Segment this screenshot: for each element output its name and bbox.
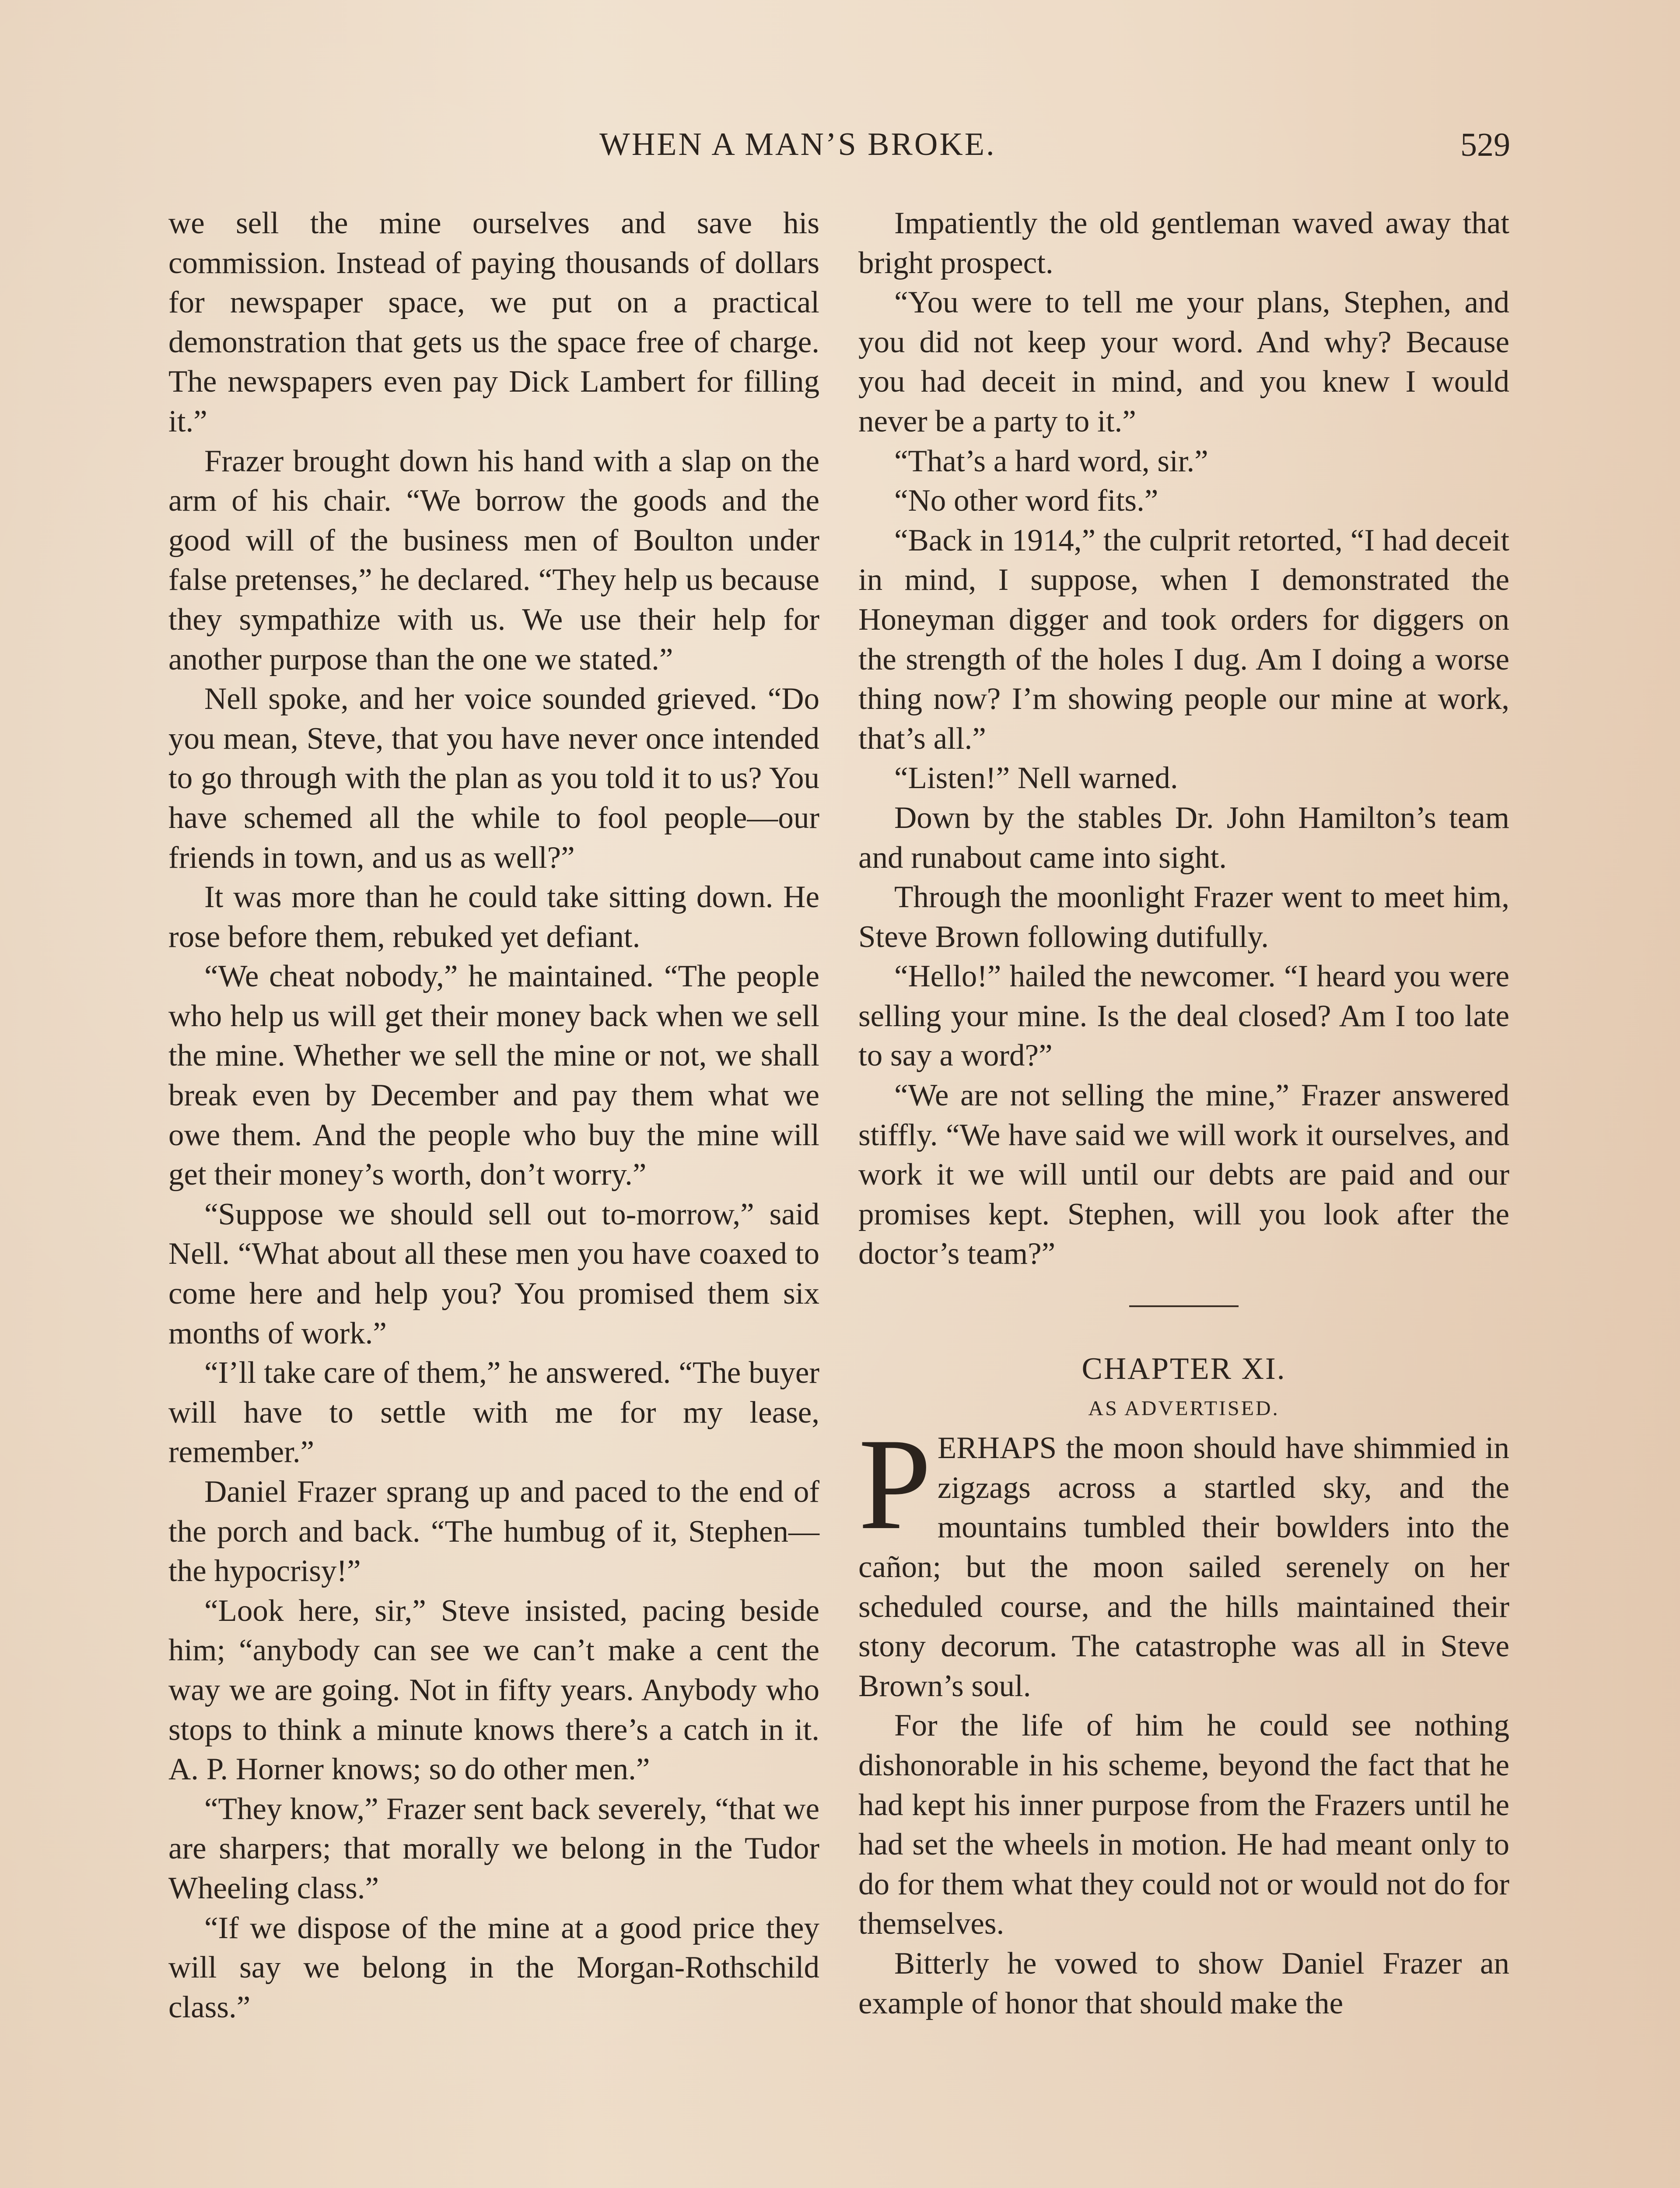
paragraph: “If we dispose of the mine at a good price they will say we belong in the Morgan-Rothschild class.” [168, 1911, 819, 2024]
paragraph: For the life of him he could see nothing dishonorable in his scheme, beyond the fact that he had kept his inner purpose from the Frazers until he had set the wheels in motion. He had meant only to do for them what they could not or would not do for themselves. [858, 1708, 1509, 1941]
paragraph: “Back in 1914,” the culprit retorted, “I had deceit in mind, I suppose, when I demonstrated the Honeyman digger and took orders for diggers on the strength of the holes I dug. Am I doing a worse thing now? I’m showing people our mine at work, that’s all.” [858, 523, 1509, 756]
paragraph: “Listen!” Nell warned. [894, 761, 1178, 796]
paragraph: “You were to tell me your plans, Stephen, and you did not keep your word. And why? Because you had deceit in mind, and you knew I would never be a party to it.” [858, 285, 1509, 438]
paragraph: Bitterly he vowed to show Daniel Frazer an example of honor that should make the [858, 1946, 1509, 2020]
paragraph: “We cheat nobody,” he maintained. “The people who help us will get their money back when we sell the mine. Whether we sell the mine or not, we shall break even by December and pay them what we owe them. And the people who buy the mine will get their money’s worth, don’t worry.” [168, 959, 819, 1192]
opening-text: ERHAPS the moon should have shimmied in zigzags across a startled sky, and the mountains tumbled their bowlders into the cañon; but the moon sailed serenely on her scheduled course, and the hills maintained their stony decorum. The catastrophe was all in Steve Brown’s soul. [858, 1431, 1509, 1703]
paragraph: “We are not selling the mine,” Frazer answered stiffly. “We have said we will work it ourselves, and work it we will until our debts are paid and our promises kept. Stephen, will you look after the doctor’s team?” [858, 1078, 1509, 1271]
chapter-opening-paragraph [858, 1411, 1509, 1706]
paragraph: It was more than he could take sitting down. He rose before them, rebuked yet defiant. [168, 880, 819, 954]
running-head: WHEN A MAN’S BROKE. [599, 126, 996, 162]
paragraph: we sell the mine ourselves and save his commission. Instead of paying thousands of dollars for newspaper space, we put on a practical demonstration that gets us the space free of charge. The newspapers even pay Dick Lambert for filling it.” [168, 206, 819, 438]
paragraph: “Suppose we should sell out to-morrow,” said Nell. “What about all these men you have coaxed to come here and help you? You promised them six months of work.” [168, 1197, 819, 1350]
chapter-subtitle: AS ADVERTISED. [1088, 1396, 1280, 1420]
paragraph: Nell spoke, and her voice sounded grieved. “Do you mean, Steve, that you have never once intended to go through with the plan as you told it to us? You have schemed all the while to fool people—our friends in town, and us as well?” [168, 682, 819, 875]
paragraph: Frazer brought down his hand with a slap on the arm of his chair. “We borrow the goods and the good will of the business men of Boulton under false pretenses,” he declared. “They help us because they sympathize with us. We use their help for another purpose than the one we stated.” [168, 444, 819, 677]
paragraph: “Look here, sir,” Steve insisted, pacing beside him; “anybody can see we can’t make a cent the way we are going. Not in fifty years. Anybody who stops to think a minute knows there’s a catch in it. A. P. Horner knows; so do other men.” [168, 1593, 819, 1787]
paragraph: Impatiently the old gentleman waved away that bright prospect. [858, 206, 1509, 280]
paragraph: Through the moonlight Frazer went to meet him, Steve Brown following dutifully. [858, 880, 1509, 954]
drop-cap: P [858, 1411, 931, 1557]
chapter-title: CHAPTER XI. [1082, 1352, 1286, 1386]
right-column [858, 203, 1509, 2023]
page-number: 529 [1460, 126, 1510, 163]
left-column [168, 203, 819, 2027]
paragraph: “No other word fits.” [894, 484, 1158, 518]
paragraph: Daniel Frazer sprang up and paced to the end of the porch and back. “The humbug of it, Stephen—the hypocrisy!” [168, 1475, 819, 1588]
section-divider [1129, 1305, 1239, 1307]
paragraph: “That’s a hard word, sir.” [894, 444, 1208, 478]
paragraph: “I’ll take care of them,” he answered. “The buyer will have to settle with me for my lease, remember.” [168, 1356, 819, 1469]
paragraph: “Hello!” hailed the newcomer. “I heard you were selling your mine. Is the deal closed? Am I too late to say a word?” [858, 959, 1509, 1073]
paragraph: Down by the stables Dr. John Hamilton’s team and runabout came into sight. [858, 800, 1509, 875]
paragraph: “They know,” Frazer sent back severely, “that we are sharpers; that morally we belong in the Tudor Wheeling class.” [168, 1792, 819, 1905]
